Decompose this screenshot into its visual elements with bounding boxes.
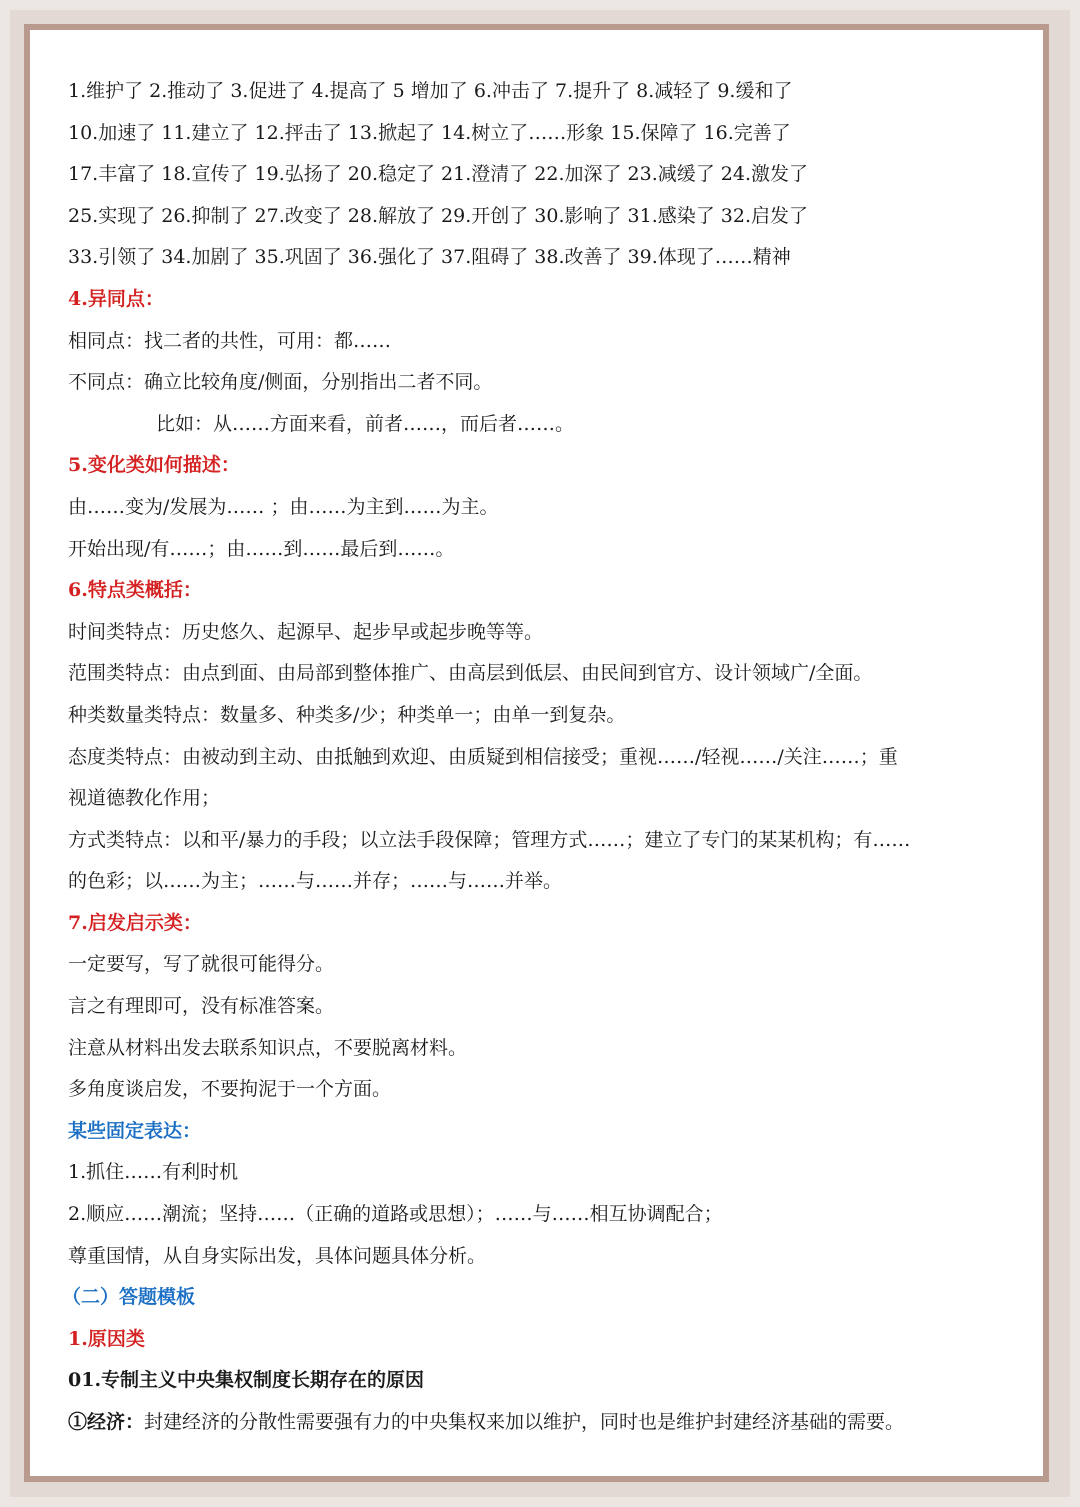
inspiration-line-2: 言之有理即可，没有标准答案。 xyxy=(68,995,335,1018)
inspiration-line-3: 注意从材料出发去联系知识点，不要脱离材料。 xyxy=(68,1036,468,1059)
document-body xyxy=(62,71,1018,1444)
economy-text: 封建经济的分散性需要强有力的中央集权来加以维护，同时也是维护封建经济基础的需要。 xyxy=(144,1411,905,1433)
section-heading-answer-template: （二）答题模板 xyxy=(62,1286,196,1309)
section-heading-features: 6.特点类概括： xyxy=(68,579,202,602)
features-time: 时间类特点：历史悠久、起源早、起步早或起步晚等等。 xyxy=(68,620,544,643)
verb-list-row-2: 10.加速了 11.建立了 12.抨击了 13.掀起了 14.树立了……形象 15.保障了 16.完善了 xyxy=(68,121,791,144)
economy-label: ①经济： xyxy=(68,1411,145,1433)
fixed-line-3: 尊重国情，从自身实际出发，具体问题具体分析。 xyxy=(68,1244,487,1267)
features-attitude-1: 态度类特点：由被动到主动、由抵触到欢迎、由质疑到相信接受；重视……/轻视……/关注……；重 xyxy=(68,745,898,768)
section-heading-inspiration: 7.启发启示类： xyxy=(68,911,202,934)
fixed-line-2: 2.顺应……潮流；坚持……（正确的道路或思想）；……与……相互协调配合； xyxy=(68,1203,723,1226)
verb-list-row-1: 1.维护了 2.推动了 3.促进了 4.提高了 5 增加了 6.冲击了 7.提升了 8.减轻了 9.缓和了 xyxy=(68,80,793,102)
similarities-example: 比如：从……方面来看，前者……，而后者……。 xyxy=(156,412,575,435)
similarities-same: 相同点：找二者的共性，可用：都…… xyxy=(68,329,392,352)
similarities-diff: 不同点：确立比较角度/侧面，分别指出二者不同。 xyxy=(68,371,493,394)
features-method-2: 的色彩；以……为主；……与……并存；……与……并举。 xyxy=(68,870,563,893)
change-line-2: 开始出现/有……；由……到……最后到……。 xyxy=(68,537,455,560)
fixed-line-1: 1.抓住……有利时机 xyxy=(68,1161,239,1184)
economy-point xyxy=(68,1402,1018,1444)
section-heading-causes: 1.原因类 xyxy=(68,1327,145,1350)
verb-list-row-4: 25.实现了 26.抑制了 27.改变了 28.解放了 29.开创了 30.影响了 31.感染了 32.启发了 xyxy=(68,204,809,227)
verb-list-row-3: 17.丰富了 18.宣传了 19.弘扬了 20.稳定了 21.澄清了 22.加深了 23.减缓了 24.激发了 xyxy=(68,163,809,186)
question-01-title: 01.专制主义中央集权制度长期存在的原因 xyxy=(68,1369,425,1392)
inspiration-line-4: 多角度谈启发，不要拘泥于一个方面。 xyxy=(68,1078,392,1101)
section-heading-change: 5.变化类如何描述： xyxy=(68,454,240,477)
features-kind: 种类数量类特点：数量多、种类多/少；种类单一；由单一到复杂。 xyxy=(68,703,626,726)
features-scope: 范围类特点：由点到面、由局部到整体推广、由高层到低层、由民间到官方、设计领域广/全面。 xyxy=(68,662,873,685)
verb-list-row-5: 33.引领了 34.加剧了 35.巩固了 36.强化了 37.阻碍了 38.改善了 39.体现了……精神 xyxy=(68,246,791,269)
section-heading-similarities: 4.异同点： xyxy=(68,287,164,310)
features-method-1: 方式类特点：以和平/暴力的手段；以立法手段保障；管理方式……；建立了专门的某某机构；有…… xyxy=(68,828,911,851)
change-line-1: 由……变为/发展为…… ；由……为主到……为主。 xyxy=(68,495,499,518)
features-attitude-2: 视道德教化作用； xyxy=(68,787,221,810)
inspiration-line-1: 一定要写，写了就很可能得分。 xyxy=(68,953,335,976)
section-heading-fixed-expressions: 某些固定表达： xyxy=(68,1119,202,1142)
